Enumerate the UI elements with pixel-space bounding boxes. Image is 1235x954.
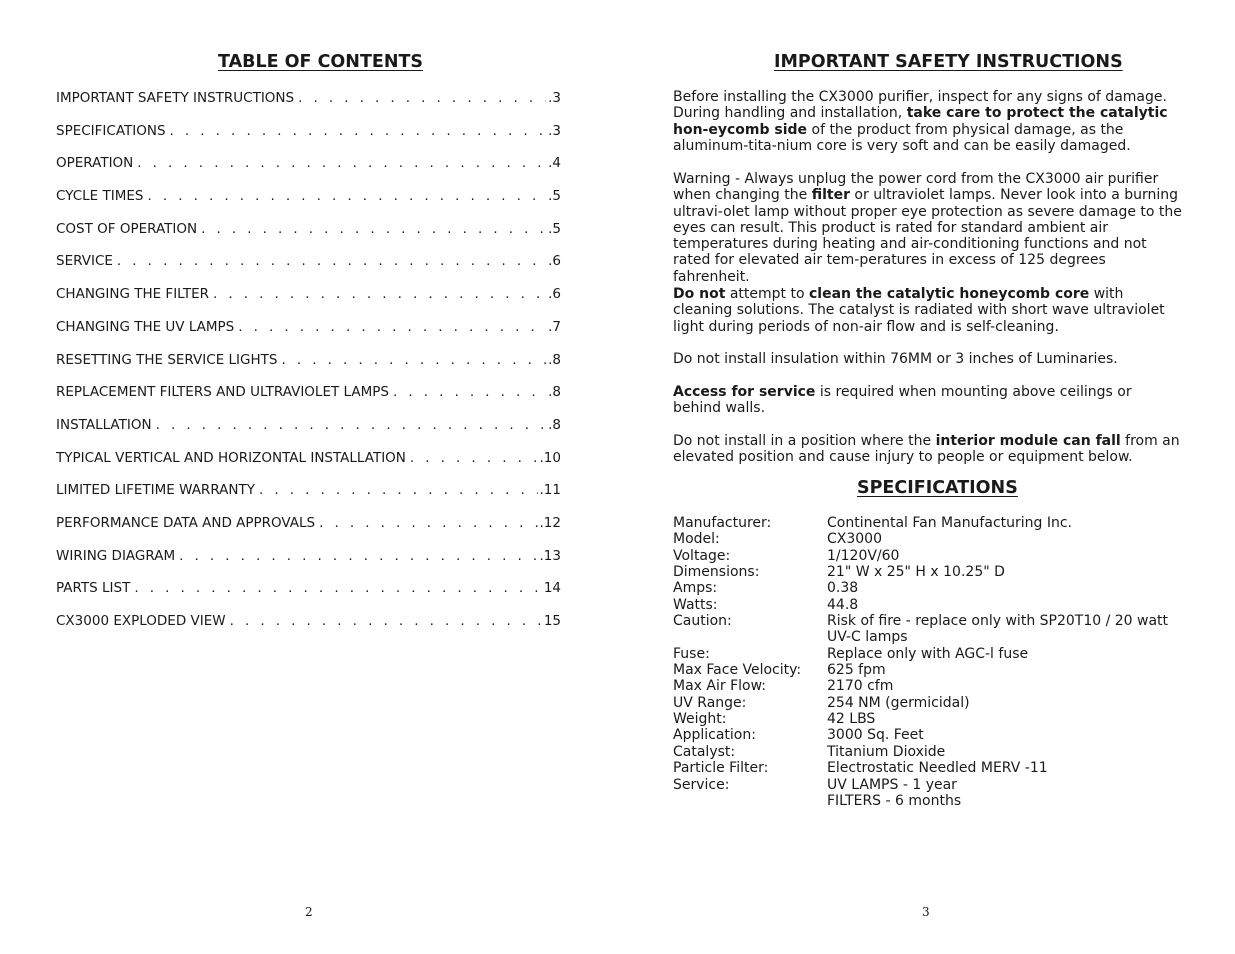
toc-entry-page: 15 <box>543 613 561 629</box>
spec-label: Voltage: <box>673 547 731 564</box>
spec-value: 625 fpm <box>827 662 886 679</box>
bold-text-run: take care to protect the catalytic hon-eycomb side <box>673 105 1168 138</box>
toc-title: TABLE OF CONTENTS <box>218 52 424 72</box>
safety-paragraph-warning <box>673 171 1183 285</box>
toc-entry-page: .3 <box>548 122 561 139</box>
toc-entry[interactable] <box>56 319 561 352</box>
toc-leader-dots <box>238 319 546 336</box>
spec-row <box>673 711 1183 727</box>
spec-label: Service: <box>673 776 730 793</box>
toc-leader-dots <box>213 286 546 303</box>
spec-label: Catalyst: <box>673 743 736 760</box>
spec-row <box>673 662 1183 678</box>
safety-paragraph-mounting <box>673 433 1183 466</box>
toc-entry-page: .11 <box>539 482 561 499</box>
toc-entry-page: .6 <box>548 253 561 270</box>
spec-row <box>673 564 1183 580</box>
toc-entry[interactable] <box>56 188 561 221</box>
toc-leader-dots <box>410 450 538 467</box>
toc-leader-dots <box>134 580 541 597</box>
toc-entry-page: .13 <box>539 547 561 564</box>
toc-entry-label: REPLACEMENT FILTERS AND ULTRAVIOLET LAMPS <box>56 384 389 401</box>
toc-entry[interactable] <box>56 417 561 450</box>
toc-entry-label: SERVICE <box>56 253 113 270</box>
toc-entry-label: CYCLE TIMES <box>56 188 144 205</box>
text-run: Before installing the CX3000 purifier, inspect for any signs of damage. During handling and installation, <box>673 89 1167 122</box>
toc-entry-page: 14 <box>543 580 561 597</box>
toc-entry-label: CHANGING THE FILTER <box>56 286 209 303</box>
spec-label: Watts: <box>673 596 718 613</box>
spec-row <box>673 548 1183 564</box>
spec-value: 2170 cfm <box>827 678 894 695</box>
text-run: from an elevated position and cause injury to people or equipment below. <box>673 433 1180 466</box>
toc-entry-label: CX3000 EXPLODED VIEW <box>56 613 226 629</box>
spec-row <box>673 760 1183 776</box>
spec-row <box>673 777 1183 793</box>
text-run: Do not install in a position where the <box>673 433 936 449</box>
safety-paragraph-inspect <box>673 89 1183 154</box>
toc-entry[interactable] <box>56 450 561 483</box>
toc-leader-dots <box>117 253 546 270</box>
spec-value: 3000 Sq. Feet <box>827 727 924 744</box>
spec-label: Fuse: <box>673 645 710 662</box>
safety-paragraph-insulation: Do not install insulation within 76MM or 3 inches of Luminaries. <box>673 351 1118 367</box>
spec-label: UV Range: <box>673 694 747 711</box>
specifications-title: SPECIFICATIONS <box>857 478 1018 498</box>
spec-row <box>673 646 1183 662</box>
toc-entry-page: .7 <box>548 318 561 335</box>
toc-leader-dots <box>147 188 546 205</box>
toc-list <box>56 90 561 646</box>
toc-entry-page: .8 <box>548 384 561 401</box>
spec-label: Model: <box>673 531 720 548</box>
toc-entry-label: INSTALLATION <box>56 416 152 433</box>
spec-value: UV LAMPS - 1 year <box>827 776 957 793</box>
toc-leader-dots <box>230 613 542 630</box>
toc-leader-dots <box>319 515 537 532</box>
toc-entry-page: .3 <box>548 90 561 106</box>
toc-entry[interactable] <box>56 352 561 385</box>
toc-entry-label: PERFORMANCE DATA AND APPROVALS <box>56 514 316 531</box>
spec-value: Risk of fire - replace only with SP20T10 / 20 watt UV-C lamps <box>827 613 1169 646</box>
bold-text-run: Do not <box>673 286 726 302</box>
toc-entry-page: .4 <box>548 155 561 172</box>
spec-value: 42 LBS <box>827 711 876 728</box>
toc-entry-label: IMPORTANT SAFETY INSTRUCTIONS <box>56 90 295 106</box>
text-run: with cleaning solutions. The catalyst is radiated with short wave ultraviolet light during periods of non-air flow and is self-cleaning. <box>673 286 1165 335</box>
bold-text-run: interior module can fall <box>935 433 1121 449</box>
spec-value: 1/120V/60 <box>827 547 900 564</box>
toc-entry-page: .5 <box>548 220 561 237</box>
toc-leader-dots <box>179 548 537 565</box>
toc-entry-page: .5 <box>548 188 561 205</box>
spec-label: Max Face Velocity: <box>673 662 802 679</box>
spec-label: Max Air Flow: <box>673 678 766 695</box>
toc-entry[interactable] <box>56 515 561 548</box>
toc-leader-dots <box>393 384 546 401</box>
spec-row <box>673 531 1183 547</box>
toc-entry-label: COST OF OPERATION <box>56 220 198 237</box>
toc-entry[interactable] <box>56 384 561 417</box>
spec-label: Weight: <box>673 711 727 728</box>
bold-text-run: Access for service <box>673 384 816 400</box>
toc-entry-label: OPERATION <box>56 155 134 172</box>
text-run: attempt to <box>725 286 809 302</box>
toc-entry-page: .6 <box>548 286 561 303</box>
safety-paragraph-access <box>673 384 1183 417</box>
bold-text-run: clean the catalytic honeycomb core <box>808 286 1090 302</box>
spec-label <box>673 793 827 809</box>
spec-label: Caution: <box>673 613 732 630</box>
text-run: Warning - Always unplug the power cord from the CX3000 air purifier when changing the <box>673 171 1159 204</box>
spec-row <box>673 580 1183 596</box>
text-run: of the product from physical damage, as the aluminum-tita-nium core is very soft and can be easily damaged. <box>673 121 1131 154</box>
toc-entry-label: LIMITED LIFETIME WARRANTY <box>56 482 255 499</box>
text-run: is required when mounting above ceilings or behind walls. <box>673 384 1132 417</box>
specifications-table <box>673 515 1183 809</box>
spec-label: Manufacturer: <box>673 515 772 531</box>
toc-entry[interactable] <box>56 155 561 188</box>
safety-instructions-title: IMPORTANT SAFETY INSTRUCTIONS <box>774 52 1123 72</box>
toc-entry[interactable] <box>56 221 561 254</box>
text-run: or ultraviolet lamps. Never look into a burning ultravi-olet lamp without proper eye protection as severe damage to the eyes can result. This product is rated for standard ambient air temperatures during heating and air-conditioning functions and not rated for elevated air tem-peratures in excess of 125 degrees fahrenheit. <box>673 187 1182 285</box>
safety-paragraph-cleaning <box>673 286 1183 335</box>
spec-value: CX3000 <box>827 531 882 548</box>
spec-row <box>673 695 1183 711</box>
page-number-right: 3 <box>922 905 930 919</box>
spec-value: 21" W x 25" H x 10.25" D <box>827 564 1005 581</box>
toc-entry-page: .8 <box>548 351 561 368</box>
spec-row <box>673 597 1183 613</box>
spec-row <box>673 678 1183 694</box>
toc-leader-dots <box>137 155 546 172</box>
spec-value: 44.8 <box>827 596 859 613</box>
page-number-left: 2 <box>305 905 313 919</box>
spec-value: 0.38 <box>827 580 859 597</box>
toc-entry-page: .12 <box>539 514 561 531</box>
toc-entry[interactable] <box>56 253 561 286</box>
toc-entry-label: TYPICAL VERTICAL AND HORIZONTAL INSTALLATION <box>56 449 406 466</box>
spec-label: Particle Filter: <box>673 760 769 777</box>
toc-entry-page: .8 <box>548 416 561 433</box>
toc-entry-label: WIRING DIAGRAM <box>56 547 176 564</box>
spec-value: 254 NM (germicidal) <box>827 694 970 711</box>
toc-entry[interactable] <box>56 613 561 646</box>
toc-entry[interactable] <box>56 123 561 156</box>
bold-text-run: filter <box>811 187 850 204</box>
spec-value: Continental Fan Manufacturing Inc. <box>827 515 1073 531</box>
toc-entry-page: .10 <box>539 449 561 466</box>
toc-leader-dots <box>156 417 547 434</box>
left-page <box>56 0 561 954</box>
spec-row <box>673 613 1183 646</box>
toc-leader-dots <box>298 90 546 107</box>
spec-row <box>673 793 1183 809</box>
toc-leader-dots <box>259 482 538 499</box>
spec-label: Amps: <box>673 580 718 597</box>
toc-leader-dots <box>201 221 546 238</box>
spec-value: FILTERS - 6 months <box>827 792 962 809</box>
toc-entry[interactable] <box>56 482 561 515</box>
toc-leader-dots <box>170 123 547 140</box>
right-page <box>673 0 1183 954</box>
toc-leader-dots <box>281 352 546 369</box>
spec-value: Electrostatic Needled MERV -11 <box>827 760 1048 777</box>
toc-entry-label: SPECIFICATIONS <box>56 122 166 139</box>
toc-entry[interactable] <box>56 286 561 319</box>
toc-entry-label: PARTS LIST <box>56 580 131 597</box>
spec-value: Titanium Dioxide <box>827 743 946 760</box>
toc-entry[interactable] <box>56 548 561 581</box>
spec-row <box>673 727 1183 743</box>
toc-entry-label: CHANGING THE UV LAMPS <box>56 318 235 335</box>
spec-row <box>673 515 1183 531</box>
toc-entry-label: RESETTING THE SERVICE LIGHTS <box>56 351 278 368</box>
spec-label: Application: <box>673 727 756 744</box>
spec-row <box>673 744 1183 760</box>
spec-value: Replace only with AGC-l fuse <box>827 645 1029 662</box>
spec-label: Dimensions: <box>673 564 760 581</box>
toc-entry[interactable] <box>56 90 561 123</box>
toc-entry[interactable] <box>56 580 561 613</box>
